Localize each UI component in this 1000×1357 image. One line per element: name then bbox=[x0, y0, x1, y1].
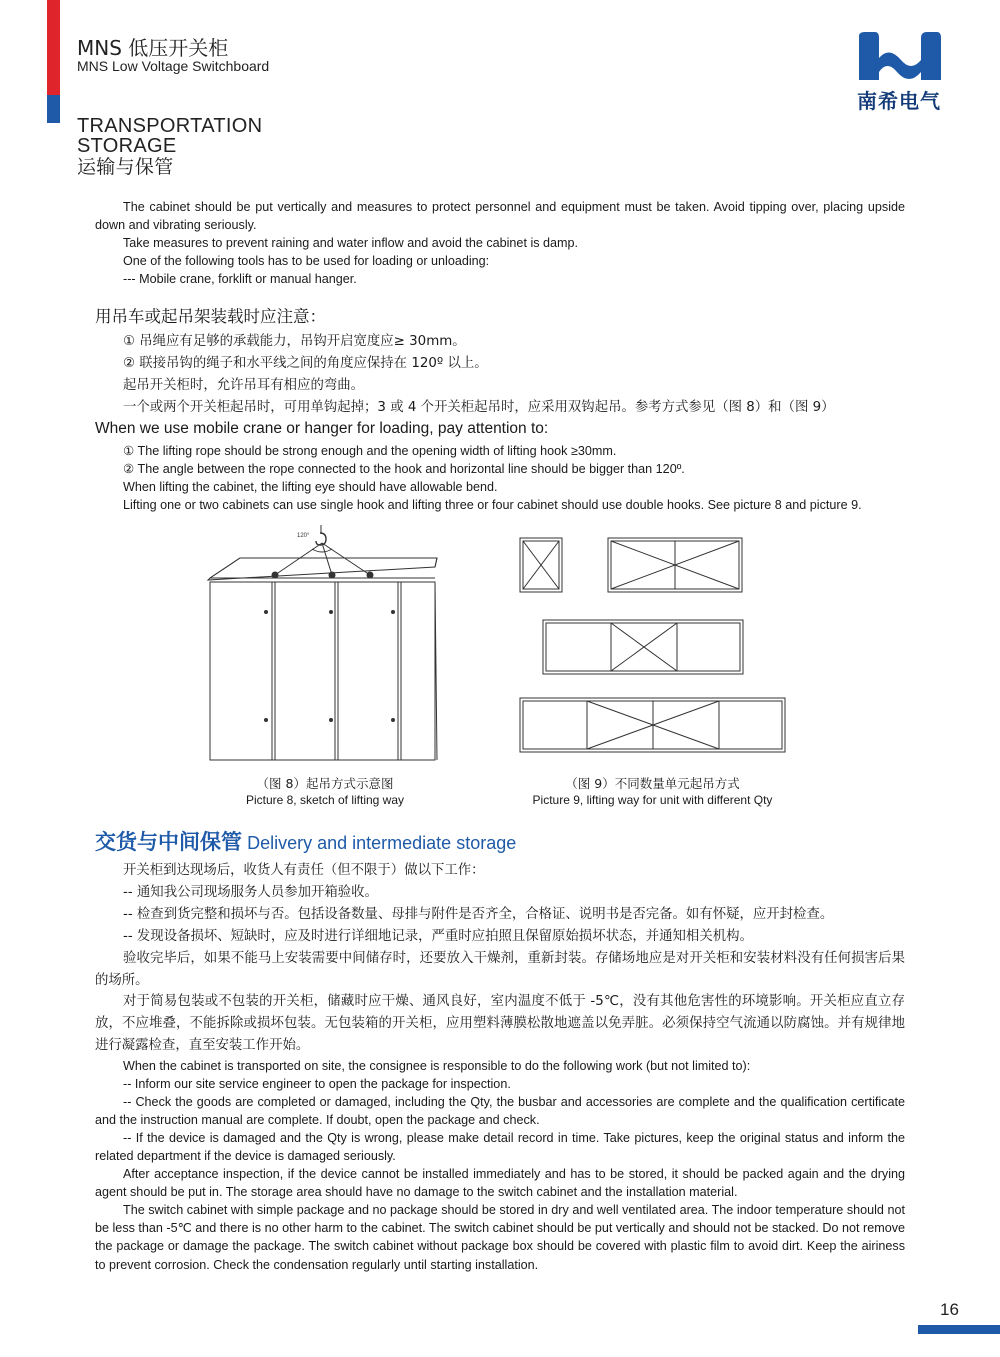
lifting-cn-item-2: ② 联接吊钩的绳子和水平线之间的角度应保持在 120º 以上。 bbox=[123, 356, 488, 371]
delivery-cn-p6: 对于简易包装或不包装的开关柜，储藏时应干燥、通风良好，室内温度不低于 -5℃，没有其他危害性的环境影响。开关柜应直立存放，不应堆叠，不能拆除或损坏包装。无包装箱的开关柜，应用塑料薄膜松散地遮盖以免弄脏。必须保持空气流通以防腐蚀。并有规律地进行凝露检查，直至安装工作开始。 bbox=[95, 994, 905, 1053]
section-title-line2: STORAGE bbox=[77, 135, 177, 157]
intro-paragraph-1: The cabinet should be put vertically and measures to protect personnel and equipment must be taken. Avoid tipping over, placing upside down and vibrating seriously. bbox=[95, 200, 905, 233]
figure-8-caption bbox=[200, 776, 450, 808]
delivery-en-p6: The switch cabinet with simple package and no package should be stored in dry and well ventilated area. The indoor temperature should not be less than -5℃ and there is no other harm to the cabinet. The switch cabinet should be put vertically and should not be stacked. Do not remove the package or damage the package. The switch cabinet without package box should be covered with plastic film to avoid dirt. Keep the airiness to prevent corrosion. Check the condensation regularly until starting installation. bbox=[95, 1203, 905, 1272]
lifting-en-item-3: When lifting the cabinet, the lifting eye should have allowable bend. bbox=[123, 480, 498, 494]
intro-paragraph-3: One of the following tools has to be used for loading or unloading: bbox=[123, 254, 490, 268]
lifting-en-item-4: Lifting one or two cabinets can use single hook and lifting three or four cabinet should use double hooks. See picture 8 and picture 9. bbox=[123, 498, 862, 512]
delivery-cn-p5: 验收完毕后，如果不能马上安装需要中间储存时，还要放入干燥剂，重新封装。存储场地应是对开关柜和安装材料没有任何损害后果的场所。 bbox=[95, 951, 905, 988]
lifting-en-item-1: ① The lifting rope should be strong enough and the opening width of lifting hook ≥30mm. bbox=[123, 444, 617, 458]
delivery-cn-p4: -- 发现设备损坏、短缺时，应及时进行详细地记录，严重时应拍照且保留原始损坏状态，并通知相关机构。 bbox=[123, 929, 753, 944]
section-title-line1: TRANSPORTATION bbox=[77, 115, 263, 137]
page-number: 16 bbox=[940, 1300, 959, 1319]
figure-9-caption-en: Picture 9, lifting way for unit with different Qty bbox=[532, 793, 773, 807]
section-title bbox=[77, 116, 262, 178]
figure-8-angle-label: 120° bbox=[297, 533, 310, 539]
delivery-en-p3: -- Check the goods are completed or damaged, including the Qty, the busbar and accessories are complete and the qualification certificate and the instruction manual are complete. If doubt, open the package and check. bbox=[95, 1095, 905, 1128]
header-title-cn: MNS 低压开关柜 bbox=[77, 36, 229, 60]
header-accent-red-bar bbox=[47, 0, 60, 95]
delivery-en-p5: After acceptance inspection, if the device cannot be installed immediately and has to be stored, it should be packed again and the drying agent should be put in. The storage area should have no damage to the switch cabinet and the installation material. bbox=[95, 1167, 905, 1200]
figure-8-caption-en: Picture 8, sketch of lifting way bbox=[245, 793, 405, 807]
section-title-cn: 运输与保管 bbox=[77, 156, 174, 178]
figure-9-unit-arrangements bbox=[515, 535, 790, 760]
figure-8-lifting-sketch bbox=[200, 525, 450, 770]
figure-9-caption bbox=[515, 776, 790, 808]
delivery-heading-en: Delivery and intermediate storage bbox=[247, 833, 517, 853]
company-logo-text: 南希电气 bbox=[857, 89, 941, 113]
header-title-en: MNS Low Voltage Switchboard bbox=[77, 58, 270, 74]
delivery-heading bbox=[95, 826, 516, 856]
delivery-en-p1: When the cabinet is transported on site, the consignee is responsible to do the following work (but not limited to): bbox=[123, 1059, 751, 1073]
footer-accent-bar bbox=[918, 1325, 1000, 1334]
delivery-cn-p3: -- 检查到货完整和损坏与否。包括设备数量、母排与附件是否齐全，合格证、说明书是否完备。如有怀疑，应开封检查。 bbox=[123, 907, 834, 922]
figure-8-caption-cn: （图 8）起吊方式示意图 bbox=[256, 776, 394, 791]
delivery-en-p4: -- If the device is damaged and the Qty is wrong, please make detail record in time. Take pictures, keep the original status and inform the related department if the device is damaged seriously. bbox=[95, 1131, 905, 1164]
delivery-cn-p1: 开关柜到达现场后，收货人有责任（但不限于）做以下工作： bbox=[123, 863, 485, 878]
lifting-heading-en: When we use mobile crane or hanger for loading, pay attention to: bbox=[95, 420, 549, 437]
lifting-cn-item-1: ① 吊绳应有足够的承载能力，吊钩开启宽度应≥ 30mm。 bbox=[123, 334, 466, 349]
lifting-cn-item-4: 一个或两个开关柜起吊时，可用单钩起掉；3 或 4 个开关柜起吊时，应采用双钩起吊。参考方式参见（图 8）和（图 9） bbox=[123, 400, 835, 415]
lifting-heading-cn: 用吊车或起吊架装载时应注意： bbox=[95, 307, 326, 326]
delivery-en-p2: -- Inform our site service engineer to open the package for inspection. bbox=[123, 1077, 511, 1091]
lifting-en-item-2: ② The angle between the rope connected to the hook and horizontal line should be bigger than 120º. bbox=[123, 462, 685, 476]
intro-paragraph-2: Take measures to prevent raining and water inflow and avoid the cabinet is damp. bbox=[123, 236, 579, 250]
header-accent-blue-bar bbox=[47, 95, 60, 123]
intro-paragraph-4: --- Mobile crane, forklift or manual hanger. bbox=[123, 272, 357, 286]
delivery-cn-p2: -- 通知我公司现场服务人员参加开箱验收。 bbox=[123, 885, 378, 900]
delivery-heading-cn: 交货与中间保管 bbox=[95, 830, 242, 854]
lifting-cn-item-3: 起吊开关柜时，允许吊耳有相应的弯曲。 bbox=[123, 378, 365, 393]
figure-9-caption-cn: （图 9）不同数量单元起吊方式 bbox=[565, 776, 740, 791]
